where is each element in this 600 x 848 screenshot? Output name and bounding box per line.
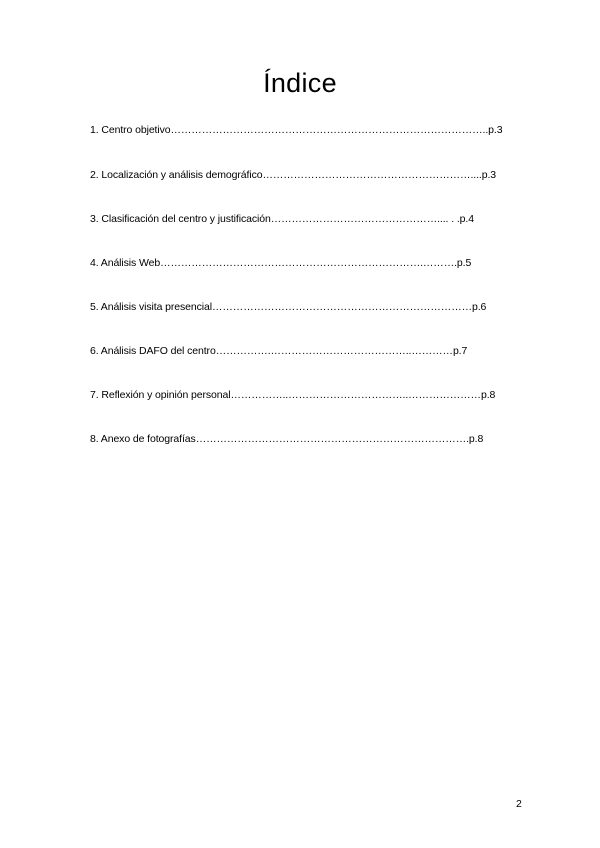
toc-entry-3: 3. Clasificación del centro y justificación………………………………………….... . .p.4: [90, 213, 474, 225]
toc-entry-8: 8. Anexo de fotografías…………………………………………………………………….p.8: [90, 433, 484, 445]
toc-entry-7: 7. Reflexión y opinión personal……………..……………………………..…………………p.8: [90, 389, 496, 401]
toc-entry-6: 6. Análisis DAFO del centro…………….…………………………………..…………p.7: [90, 345, 468, 357]
page-title: Índice: [263, 68, 337, 98]
toc-entry-5: 5. Análisis visita presencial…………………………………………………………………p.6: [90, 301, 487, 313]
page-number: 2: [516, 798, 522, 810]
toc-entry-4: 4. Análisis Web………………………………………………………………….……….p.5: [90, 257, 472, 269]
toc-entry-1: 1. Centro objetivo………………………………………………………………………………..p.3: [90, 124, 503, 136]
toc-entry-2: 2. Localización y análisis demográfico……………………………………………………....p.3: [90, 169, 497, 181]
